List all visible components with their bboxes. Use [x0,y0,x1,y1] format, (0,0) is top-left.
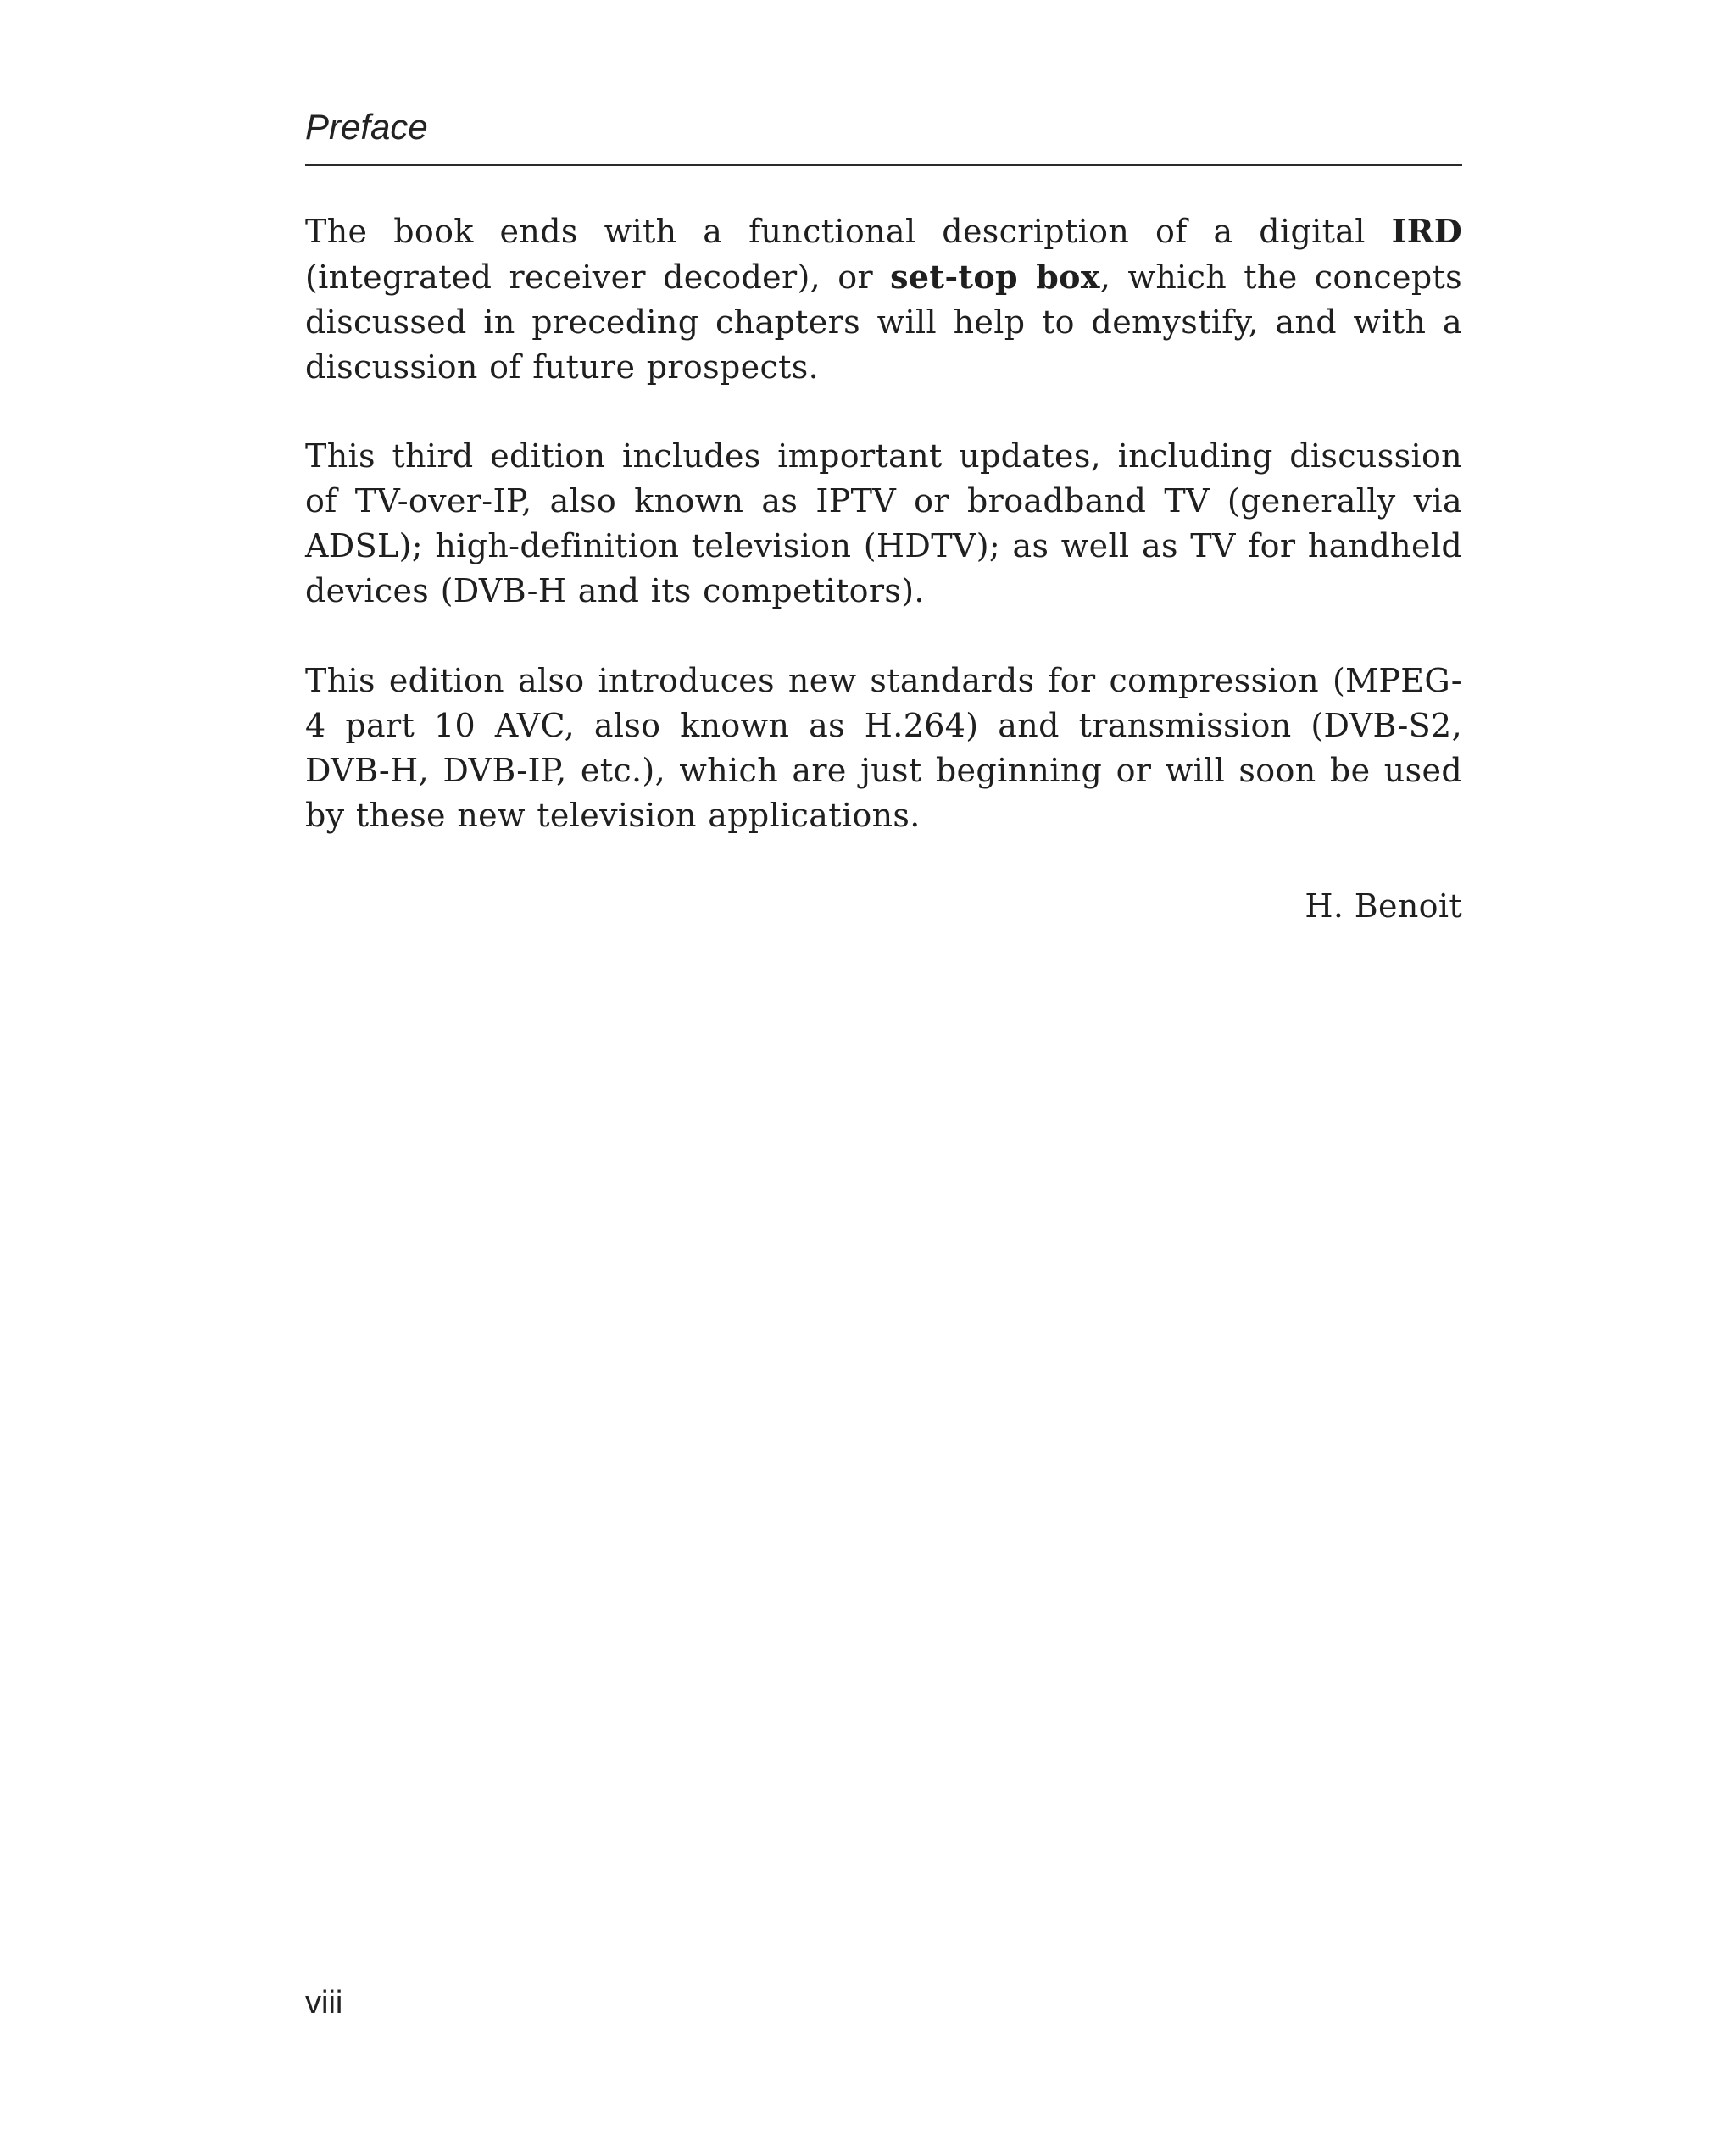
paragraph-text: (integrated receiver decoder), or [305,259,891,296]
paragraph-text: The book ends with a functional description of a digital [305,213,1392,250]
bold-term-ird: IRD [1391,212,1462,250]
bold-term-set-top-box: set-top box [890,258,1100,296]
page-number: viii [305,1985,343,2021]
paragraph-third-edition: This third edition includes important updates, including discussion of TV-over-IP, also known as IPTV or broadband TV (generally via ADSL); high-definition television (HDTV); as well as TV for handheld devices (DVB-H and its competitors). [305,437,1462,609]
running-head-title: Preface [305,107,428,147]
paragraph-ird [305,208,1462,390]
paragraph-text: , which the concepts discussed in preceding chapters will help to demystify, and with a discussion of future prospects. [305,259,1462,386]
paragraph-new-standards: This edition also introduces new standards for compression (MPEG-4 part 10 AVC, also known as H.264) and transmission (DVB-S2, DVB-H, DVB-IP, etc.), which are just beginning or will soon be used by these new television applications. [305,662,1462,834]
header-rule [305,164,1462,166]
author-signature: H. Benoit [1305,887,1462,925]
